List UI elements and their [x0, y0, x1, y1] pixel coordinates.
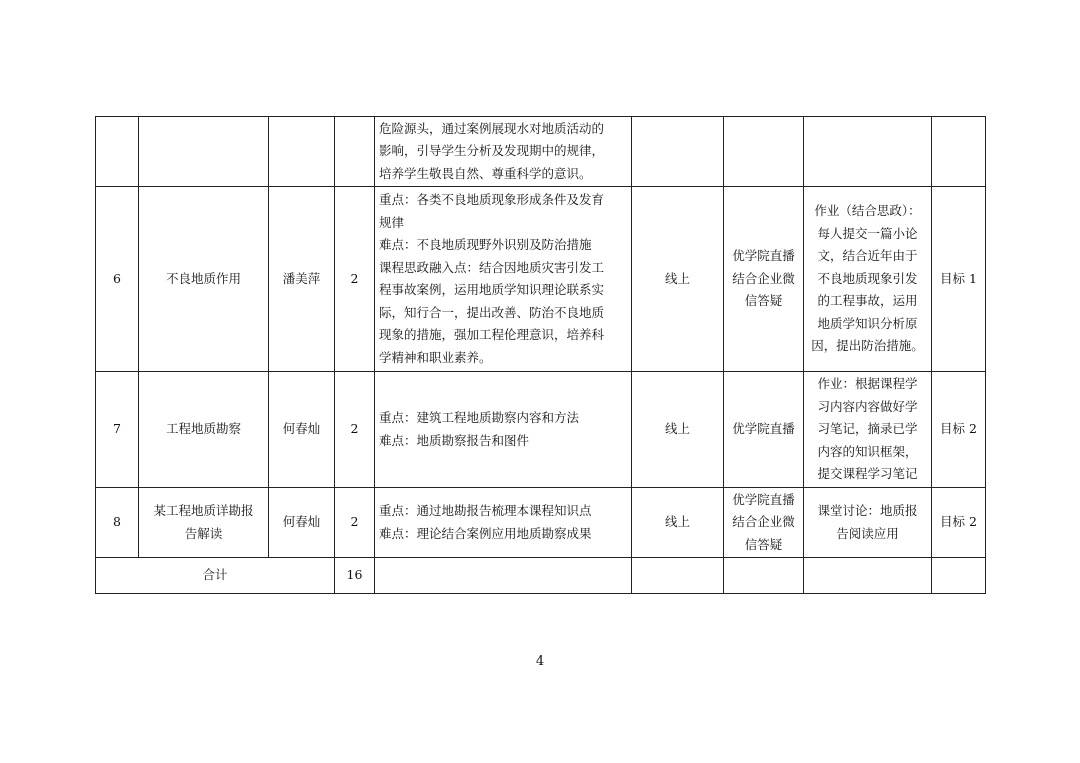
assignment-line: 告阅读应用 [836, 525, 899, 541]
cell-topic [139, 488, 269, 558]
topic-line: 告解读 [184, 525, 223, 541]
cell-goal [932, 117, 986, 187]
table-row [96, 372, 986, 488]
method-line: 优学院直播 [732, 248, 795, 264]
content-line: 现象的措施，强加工程伦理意识，培养科 [379, 327, 605, 342]
method-line: 优学院直播 [732, 491, 795, 507]
cell-topic: 工程地质勘察 [139, 372, 269, 488]
table-row [96, 488, 986, 558]
syllabus-table [95, 116, 986, 594]
cell-hours [335, 117, 375, 187]
total-label: 合计 [96, 558, 335, 594]
cell-hours: 2 [335, 187, 375, 372]
cell-hours: 2 [335, 372, 375, 488]
cell-goal: 目标 1 [932, 187, 986, 372]
assignment-line: 因，提出防治措施。 [811, 338, 924, 354]
cell-content [375, 117, 632, 187]
cell-mode [632, 558, 724, 594]
cell-method [724, 117, 804, 187]
cell-assignment [804, 187, 932, 372]
content-line: 难点：地质勘察报告和图件 [379, 432, 530, 448]
cell-goal: 目标 2 [932, 488, 986, 558]
cell-goal [932, 558, 986, 594]
cell-teacher [269, 117, 335, 187]
method-line: 优学院直播 [732, 421, 795, 437]
cell-assignment [804, 372, 932, 488]
cell-assignment [804, 117, 932, 187]
cell-topic: 不良地质作用 [139, 187, 269, 372]
method-line: 信答疑 [744, 293, 783, 309]
cell-no: 8 [96, 488, 139, 558]
page-number: 4 [535, 654, 545, 669]
cell-method [724, 558, 804, 594]
assignment-line: 提交课程学习笔记 [817, 466, 918, 482]
cell-mode: 线上 [632, 488, 724, 558]
assignment-line: 的工程事故，运用 [817, 293, 918, 309]
cell-no [96, 117, 139, 187]
cell-topic [139, 117, 269, 187]
content-line: 程事故案例，运用地质学知识理论联系实 [379, 282, 605, 297]
cell-content [375, 372, 632, 488]
assignment-line: 习笔记，摘录已学 [817, 421, 918, 437]
content-line: 学精神和职业素养。 [379, 349, 492, 365]
content-line: 重点：各类不良地质现象形成条件及发育 [379, 192, 605, 207]
assignment-line: 作业（结合思政）： [814, 203, 921, 219]
assignment-line: 不良地质现象引发 [817, 270, 918, 286]
assignment-line: 每人提交一篇小论 [817, 225, 918, 241]
assignment-line: 习内容内容做好学 [817, 398, 918, 414]
cell-assignment [804, 558, 932, 594]
content-line: 重点：建筑工程地质勘察内容和方法 [379, 410, 580, 425]
cell-content [375, 187, 632, 372]
cell-mode: 线上 [632, 187, 724, 372]
content-line: 课程思政融入点：结合因地质灾害引发工 [379, 259, 605, 275]
table-row [96, 187, 986, 372]
cell-no: 7 [96, 372, 139, 488]
cell-teacher: 何春灿 [269, 488, 335, 558]
cell-goal: 目标 2 [932, 372, 986, 488]
assignment-line: 地质学知识分析原 [817, 315, 918, 331]
cell-method [724, 372, 804, 488]
content-line: 培养学生敬畏自然、尊重科学的意识。 [379, 165, 592, 181]
table-total-row [96, 558, 986, 594]
content-line: 重点：通过地勘报告梳理本课程知识点 [379, 503, 592, 518]
content-line: 难点：不良地质现野外识别及防治措施 [379, 237, 592, 252]
topic-line: 某工程地质详勘报 [153, 503, 254, 518]
method-line: 结合企业微 [732, 270, 795, 286]
content-line: 难点：理论结合案例应用地质勘察成果 [379, 525, 592, 541]
assignment-line: 课堂讨论：地质报 [817, 503, 918, 518]
content-line: 规律 [379, 214, 405, 230]
assignment-line: 内容的知识框架， [817, 443, 918, 459]
method-line: 信答疑 [744, 536, 783, 552]
cell-content [375, 488, 632, 558]
content-line: 际，知行合一，提出改善、防治不良地质 [379, 304, 605, 320]
method-line: 结合企业微 [732, 514, 795, 530]
assignment-line: 文，结合近年由于 [817, 248, 918, 264]
cell-mode [632, 117, 724, 187]
cell-content [375, 558, 632, 594]
cell-teacher: 何春灿 [269, 372, 335, 488]
cell-hours: 2 [335, 488, 375, 558]
total-hours: 16 [335, 558, 375, 594]
cell-method [724, 187, 804, 372]
table-row-continued [96, 117, 986, 187]
cell-no: 6 [96, 187, 139, 372]
content-line: 影响，引导学生分析及发现期中的规律， [379, 143, 605, 159]
cell-assignment [804, 488, 932, 558]
cell-mode: 线上 [632, 372, 724, 488]
cell-method [724, 488, 804, 558]
cell-teacher: 潘美萍 [269, 187, 335, 372]
assignment-line: 作业：根据课程学 [817, 376, 918, 392]
content-line: 危险源头，通过案例展现水对地质活动的 [379, 120, 605, 136]
